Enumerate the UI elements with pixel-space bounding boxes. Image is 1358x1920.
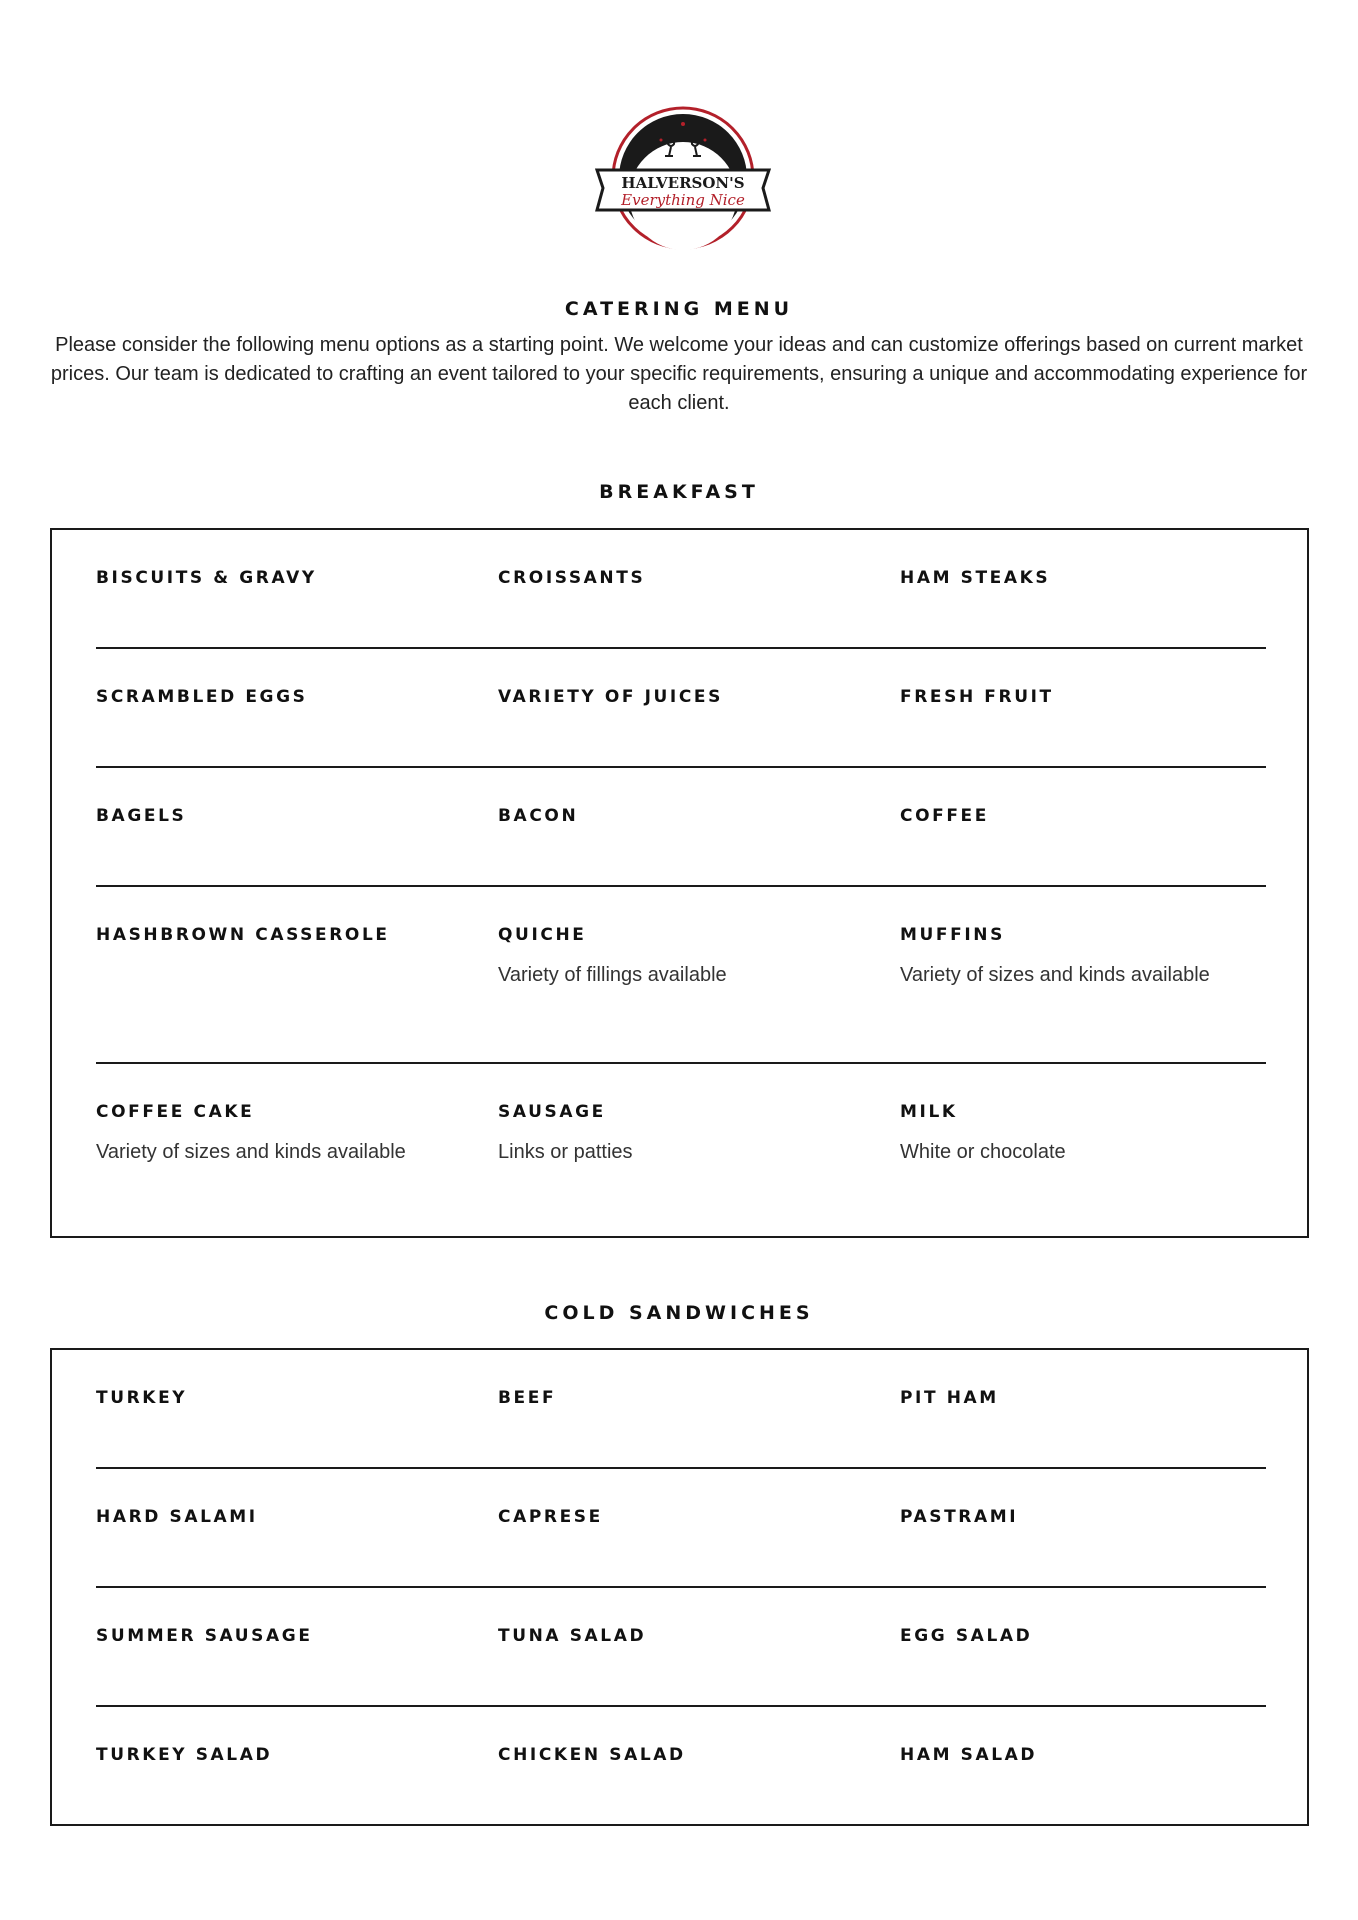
menu-row (96, 1588, 1266, 1707)
menu-item-name: COFFEE (900, 806, 989, 826)
menu-item-name: PIT HAM (900, 1388, 999, 1408)
menu-item (498, 568, 868, 588)
menu-row (96, 887, 1266, 1064)
menu-row (96, 1469, 1266, 1588)
menu-item-name: MUFFINS (900, 925, 1005, 945)
menu-row (96, 1707, 1266, 1822)
menu-item (96, 1388, 466, 1408)
menu-item (900, 687, 1270, 707)
menu-row (96, 530, 1266, 649)
menu-item (96, 925, 466, 945)
menu-item-name: MILK (900, 1102, 958, 1122)
menu-item-name: CAPRESE (498, 1507, 603, 1527)
menu-item-name: BISCUITS & GRAVY (96, 568, 317, 588)
menu-item (900, 1626, 1270, 1646)
menu-item-name: COFFEE CAKE (96, 1102, 255, 1122)
menu-item (96, 1626, 466, 1646)
menu-item-name: FRESH FRUIT (900, 687, 1054, 707)
menu-item (498, 1626, 868, 1646)
menu-item-name: SAUSAGE (498, 1102, 606, 1122)
menu-box-breakfast (50, 528, 1309, 1238)
menu-item (96, 806, 466, 826)
menu-item (900, 1507, 1270, 1527)
menu-item (498, 1507, 868, 1527)
menu-item (498, 806, 868, 826)
menu-item (900, 1388, 1270, 1408)
menu-item-name: HARD SALAMI (96, 1507, 258, 1527)
menu-row (96, 1064, 1266, 1234)
menu-item-name: QUICHE (498, 925, 587, 945)
brand-logo (595, 100, 771, 252)
menu-item (900, 568, 1270, 588)
section-title-breakfast: BREAKFAST (599, 481, 759, 503)
menu-item-name: HAM STEAKS (900, 568, 1051, 588)
menu-row (96, 768, 1266, 887)
menu-item-name: SUMMER SAUSAGE (96, 1626, 313, 1646)
menu-item-name: TURKEY (96, 1388, 188, 1408)
menu-item-name: CHICKEN SALAD (498, 1745, 686, 1765)
menu-box-cold-sandwiches (50, 1348, 1309, 1826)
menu-item-name: CROISSANTS (498, 568, 646, 588)
brand-name-line2: Everything Nice (621, 191, 745, 209)
menu-item (96, 687, 466, 707)
menu-item (498, 1745, 868, 1765)
menu-item (498, 687, 868, 707)
menu-item (498, 1388, 868, 1408)
menu-item-name: HASHBROWN CASSEROLE (96, 925, 390, 945)
menu-row (96, 649, 1266, 768)
menu-item-description: Variety of sizes and kinds available (900, 964, 1210, 986)
menu-row (96, 1350, 1266, 1469)
menu-item-name: PASTRAMI (900, 1507, 1019, 1527)
menu-item (96, 1102, 466, 1167)
menu-item-name: BAGELS (96, 806, 187, 826)
menu-item (900, 1102, 1270, 1167)
menu-item-description: Links or patties (498, 1141, 633, 1163)
menu-item-name: BACON (498, 806, 579, 826)
menu-item-name: EGG SALAD (900, 1626, 1033, 1646)
menu-item-description: Variety of fillings available (498, 964, 727, 986)
menu-item-name: SCRAMBLED EGGS (96, 687, 308, 707)
menu-item-description: White or chocolate (900, 1141, 1066, 1163)
menu-item (900, 1745, 1270, 1765)
brand-name-line1: HALVERSON'S (621, 174, 745, 192)
menu-item-name: TUNA SALAD (498, 1626, 647, 1646)
menu-item (900, 806, 1270, 826)
menu-item (498, 925, 868, 990)
menu-item (96, 1745, 466, 1765)
intro-paragraph: Please consider the following menu options as a starting point. We welcome your ideas and can customize offerings based on current market prices. Our team is dedicated to crafting an event tailored to your specific requirements, ensuring a unique and accommodating experience for each client. (50, 334, 1308, 414)
menu-item-name: VARIETY OF JUICES (498, 687, 723, 707)
menu-item-description: Variety of sizes and kinds available (96, 1141, 406, 1163)
menu-item (900, 925, 1270, 990)
menu-item (498, 1102, 868, 1167)
menu-item-name: TURKEY SALAD (96, 1745, 273, 1765)
page-title: CATERING MENU (564, 298, 794, 320)
menu-item (96, 568, 466, 588)
section-title-cold-sandwiches: COLD SANDWICHES (544, 1302, 814, 1324)
menu-item-name: HAM SALAD (900, 1745, 1038, 1765)
menu-item (96, 1507, 466, 1527)
menu-item-name: BEEF (498, 1388, 557, 1408)
